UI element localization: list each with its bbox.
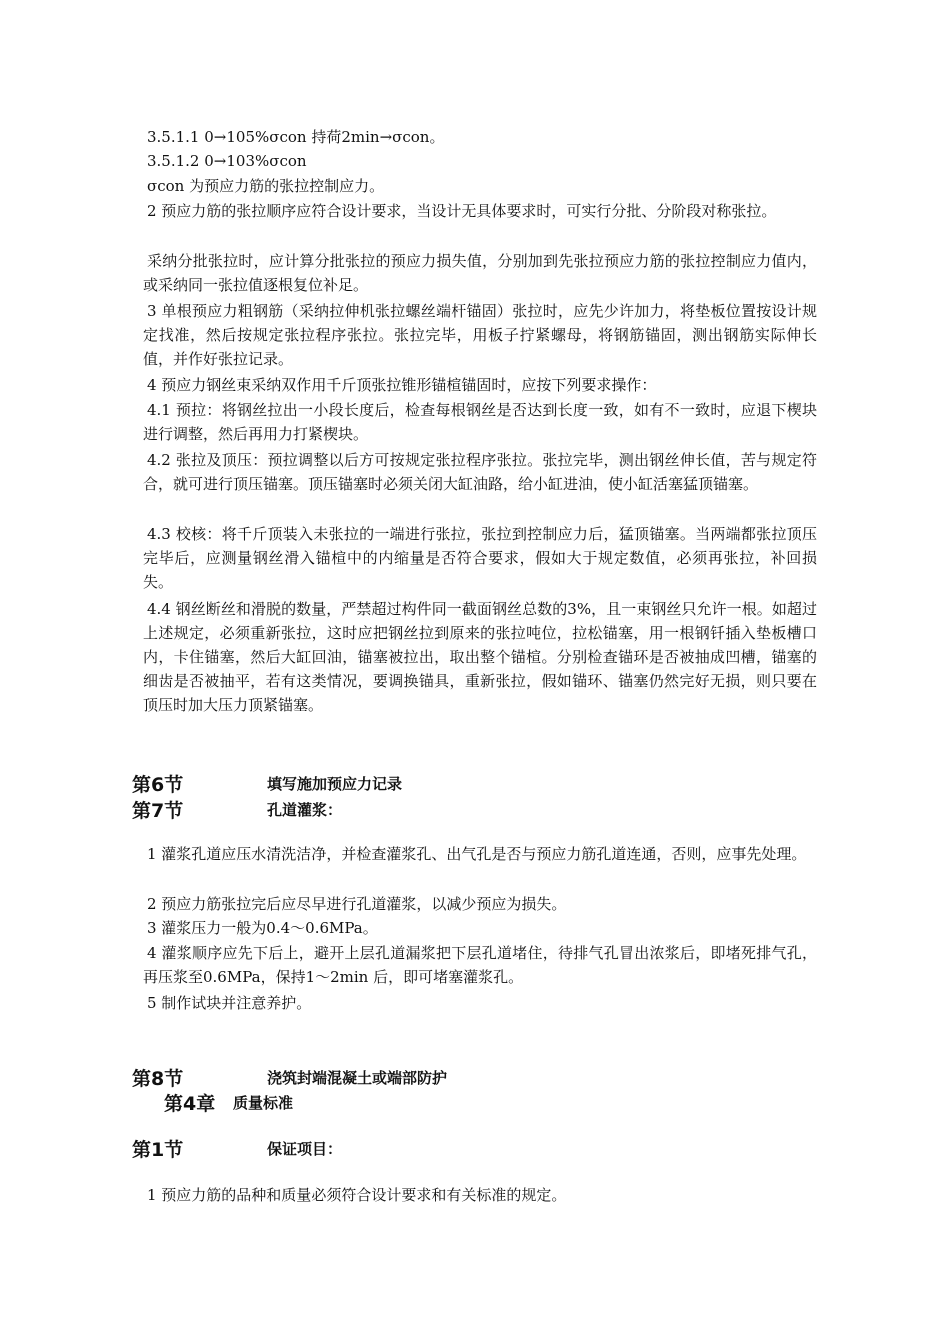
- paragraph-tension-press: 4.2 张拉及顶压：预拉调整以后方可按规定张拉程序张拉。张拉完毕，测出钢丝伸长值，苦与规定符合，就可进行顶压锚塞。顶压锚塞时必须关闭大缸油路，给小缸进油，使小缸活塞猛顶锚塞。: [143, 451, 817, 493]
- section-6-title: 填写施加预应力记录: [267, 775, 403, 793]
- grouting-item-1: 1 灌浆孔道应压水清洗洁净，并检查灌浆孔、出气孔是否与预应力筋孔道连通，否则，应事先处理。: [147, 845, 807, 863]
- paragraph-wire-breakage: 4.4 钢丝断丝和滑脱的数量，严禁超过构件同一截面钢丝总数的3%，且一束钢丝只允许一根。如超过上述规定，必须重新张拉，这时应把钢丝拉到原来的张拉吨位，拉松锚塞，用一根钢钎插入垫板槽口内，卡住锚塞，然后大缸回油，锚塞被拉出，取出整个锚楦。分别检查锚环是否被抽成凹槽，锚塞的细齿是否被抽平，若有这类情况，要调换锚具，重新张拉，假如锚环、锚塞仍然完好无损，则只要在顶压时加大压力顶紧锚塞。: [143, 600, 817, 714]
- formula-line-2: 3.5.1.2 0→103%σcon: [147, 152, 307, 170]
- formula-line-1: 3.5.1.1 0→105%σcon 持荷2min→σcon。: [147, 128, 445, 146]
- paragraph-pretension: 4.1 预拉：将钢丝拉出一小段长度后，检查每根钢丝是否达到长度一致，如有不一致时，应退下楔块进行调整，然后再用力打紧楔块。: [143, 401, 817, 443]
- section-1-title: 保证项目：: [267, 1140, 343, 1158]
- chapter-4-title: 质量标准: [233, 1094, 294, 1112]
- grouting-item-5: 5 制作试块并注意养护。: [147, 994, 312, 1012]
- section-7-title: 孔道灌浆：: [267, 801, 343, 819]
- grouting-item-4: 4 灌浆顺序应先下后上，避开上层孔道漏浆把下层孔道堵住，待排气孔冒出浓浆后，即堵死排气孔，再压浆至0.6MPa，保持1～2min 后，即可堵塞灌浆孔。: [143, 944, 817, 986]
- section-1-number: 第1节: [132, 1139, 184, 1161]
- paragraph-wire-bundle: 4 预应力钢丝束采纳双作用千斤顶张拉锥形锚楦锚固时，应按下列要求操作：: [147, 376, 657, 394]
- definition-line: σcon 为预应力筋的张拉控制应力。: [147, 177, 385, 195]
- chapter-4-number: 第4章: [164, 1093, 216, 1115]
- section-6-number: 第6节: [132, 774, 184, 796]
- section-8-title: 浇筑封端混凝土或端部防护: [267, 1069, 448, 1087]
- paragraph-check: 4.3 校核：将千斤顶装入未张拉的一端进行张拉，张拉到控制应力后，猛顶锚塞。当两端都张拉顶压完毕后，应测量钢丝滑入锚楦中的内缩量是否符合要求，假如大于规定数值，必须再张拉，补回损失。: [143, 525, 817, 591]
- grouting-item-3: 3 灌浆压力一般为0.4～0.6MPa。: [147, 919, 378, 937]
- paragraph-batch-tension: 采纳分批张拉时，应计算分批张拉的预应力损失值，分别加到先张拉预应力筋的张拉控制应力值内，或采纳同一张拉值逐根复位补足。: [143, 252, 817, 294]
- grouting-item-2: 2 预应力筋张拉完后应尽早进行孔道灌浆，以减少预应为损失。: [147, 895, 567, 913]
- paragraph-tension-order: 2 预应力筋的张拉顺序应符合设计要求，当设计无具体要求时，可实行分批、分阶段对称张拉。: [147, 202, 777, 220]
- section-8-number: 第8节: [132, 1068, 184, 1090]
- guarantee-item-1: 1 预应力筋的品种和质量必须符合设计要求和有关标准的规定。: [147, 1186, 567, 1204]
- paragraph-single-rebar: 3 单根预应力粗钢筋（采纳拉伸机张拉螺丝端杆锚固）张拉时，应先少许加力，将垫板位置按设计规定找准，然后按规定张拉程序张拉。张拉完毕，用板子拧紧螺母，将钢筋锚固，测出钢筋实际伸长值，并作好张拉记录。: [143, 302, 817, 368]
- section-7-number: 第7节: [132, 800, 184, 822]
